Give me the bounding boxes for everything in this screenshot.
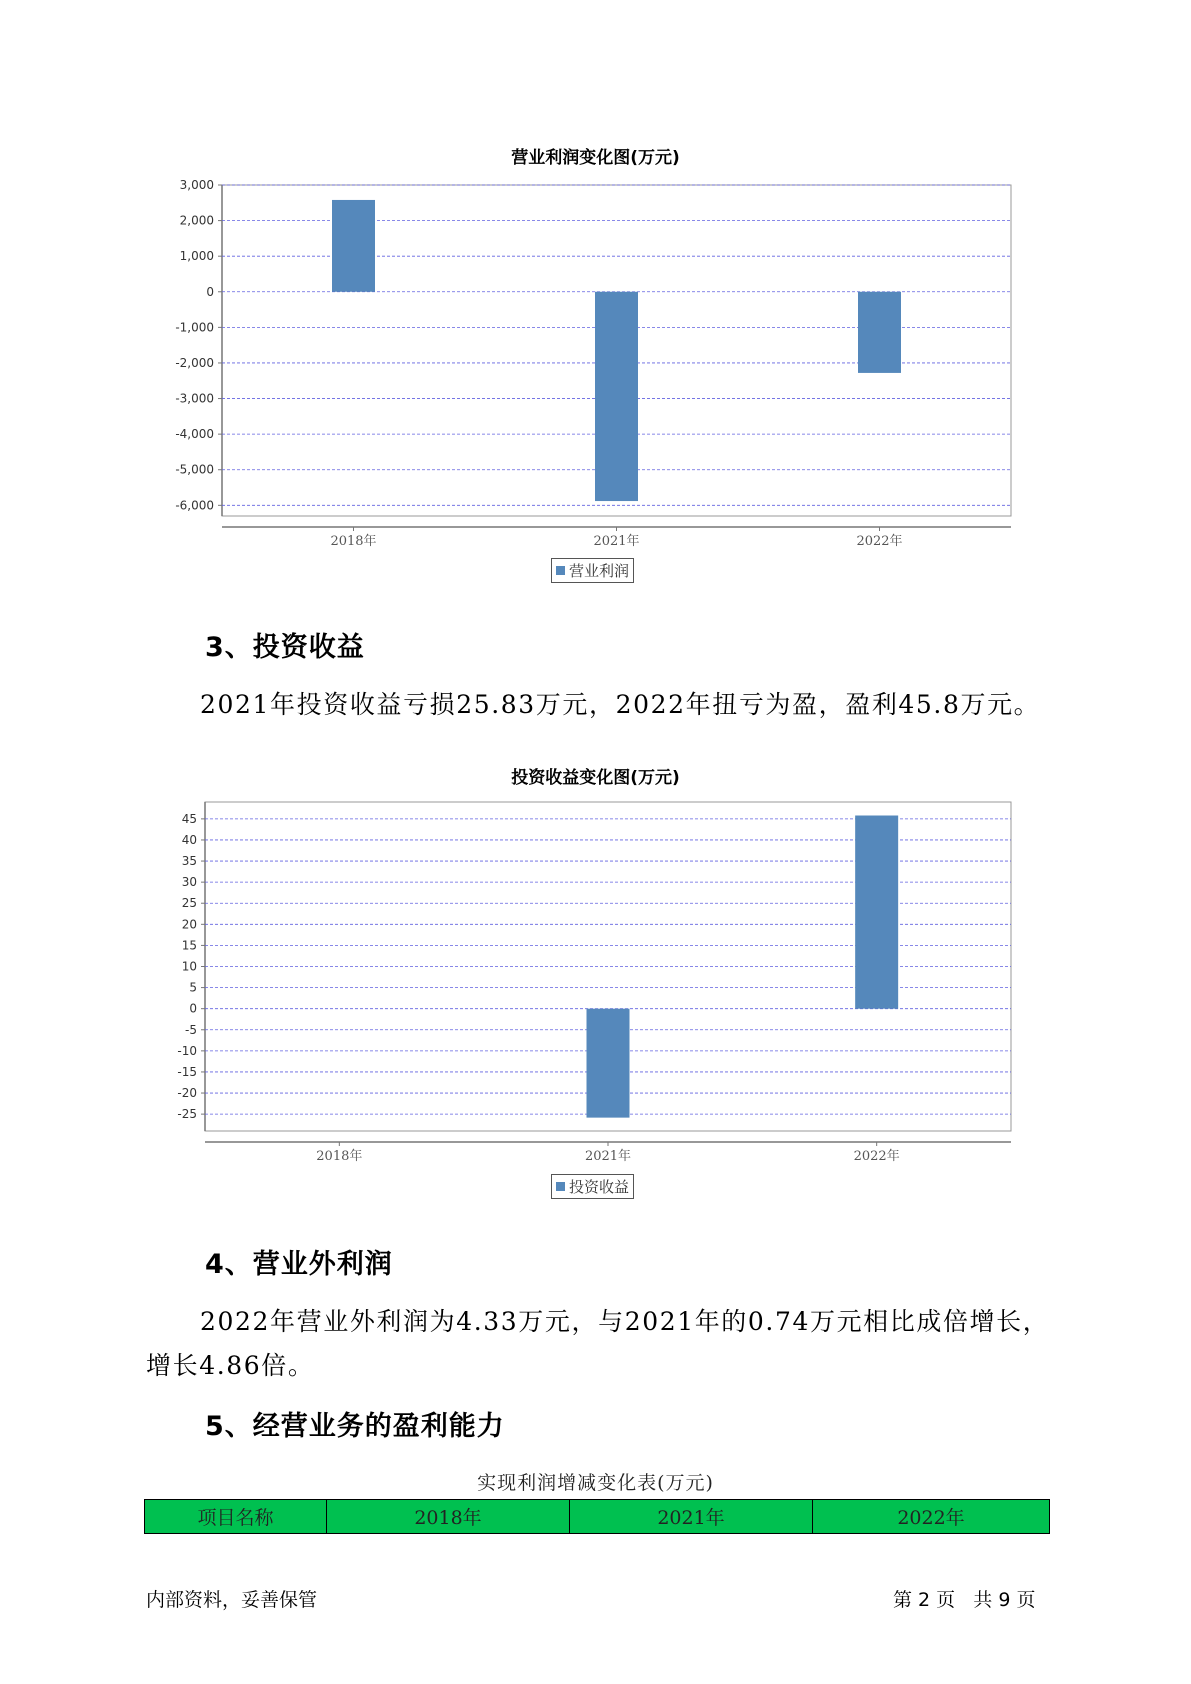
y-tick-label: 5 <box>189 980 197 995</box>
y-tick-label: 2,000 <box>179 213 214 228</box>
y-tick-label: 15 <box>181 938 197 953</box>
y-tick-label: 25 <box>181 896 197 911</box>
y-tick-label: 20 <box>181 917 197 932</box>
y-tick-label: -2,000 <box>175 355 214 370</box>
x-tick-label: 2018年 <box>330 534 377 549</box>
table-caption: 实现利润增减变化表(万元) <box>477 1472 714 1494</box>
legend-label: 营业利润 <box>569 562 630 580</box>
y-tick-label: -5,000 <box>175 462 214 477</box>
y-tick-label: 3,000 <box>179 178 214 192</box>
y-tick-label: -20 <box>177 1086 197 1101</box>
legend-label: 投资收益 <box>569 1178 630 1196</box>
investment-paragraph: 2021年投资收益亏损25.83万元，2022年扭亏为盈，盈利45.8万元。 <box>200 690 1041 719</box>
y-tick-label: 40 <box>181 832 197 847</box>
y-tick-label: -1,000 <box>175 320 214 335</box>
bar <box>855 815 898 1008</box>
table-header-cell: 2022年 <box>813 1500 1050 1534</box>
investment-income-chart-title: 投资收益变化图(万元) <box>511 768 680 788</box>
y-tick-label: 10 <box>181 959 197 974</box>
footer-left: 内部资料，妥善保管 <box>146 1589 318 1611</box>
bar <box>587 1009 630 1118</box>
x-tick-label: 2022年 <box>853 1149 900 1164</box>
table-header-row <box>145 1500 1050 1534</box>
y-tick-label: -3,000 <box>175 391 214 406</box>
x-tick-label: 2021年 <box>584 1149 632 1164</box>
footer-page-number: 第 2 页 共 9 页 <box>893 1589 1036 1611</box>
y-tick-label: -10 <box>177 1043 197 1058</box>
x-tick-label: 2018年 <box>316 1149 363 1164</box>
non-operating-paragraph-line2: 增长4.86倍。 <box>146 1351 315 1380</box>
non-operating-paragraph-line1: 2022年营业外利润为4.33万元，与2021年的0.74万元相比成倍增长， <box>200 1307 1050 1336</box>
x-tick-label: 2022年 <box>856 534 903 549</box>
table-header-cell: 2018年 <box>327 1500 570 1534</box>
y-tick-label: -25 <box>177 1107 197 1122</box>
operating-profit-chart-title: 营业利润变化图(万元) <box>511 148 680 168</box>
investment-income-legend <box>551 1174 634 1199</box>
section-heading-investment: 3、投资收益 <box>205 632 365 663</box>
y-tick-label: 0 <box>206 284 214 299</box>
table-header-cell: 2021年 <box>570 1500 813 1534</box>
table-header-cell: 项目名称 <box>145 1500 327 1534</box>
profit-change-table <box>144 1499 1050 1534</box>
y-tick-label: -6,000 <box>175 498 214 513</box>
section-heading-non-operating: 4、营业外利润 <box>205 1249 393 1280</box>
y-tick-label: 1,000 <box>179 249 214 264</box>
y-tick-label: 30 <box>181 875 197 890</box>
y-tick-label: 35 <box>181 854 197 869</box>
y-tick-label: -5 <box>185 1022 197 1037</box>
section-heading-profitability: 5、经营业务的盈利能力 <box>205 1411 505 1442</box>
y-tick-label: -4,000 <box>175 427 214 442</box>
legend-swatch <box>556 1182 565 1191</box>
x-tick-label: 2021年 <box>593 534 640 549</box>
y-tick-label: 45 <box>181 811 197 826</box>
y-tick-label: 0 <box>189 1001 197 1016</box>
y-tick-label: -15 <box>177 1064 197 1079</box>
